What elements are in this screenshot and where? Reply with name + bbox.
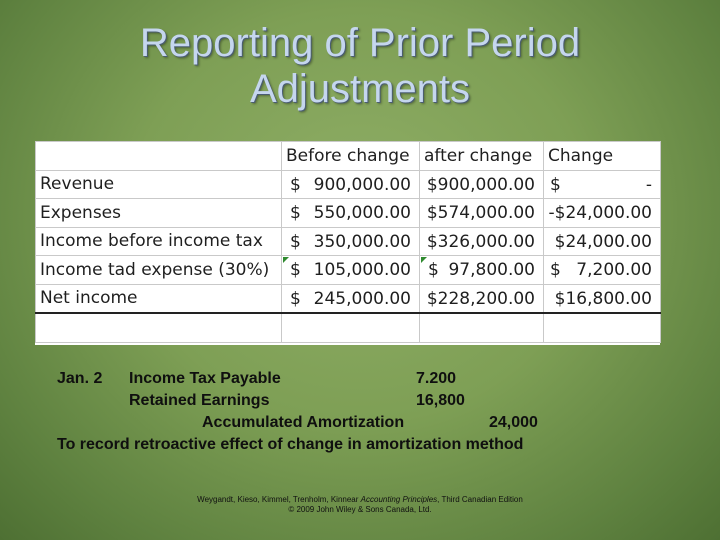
currency: $ xyxy=(290,260,301,280)
slide-title-line2: Adjustments xyxy=(249,67,471,111)
header-cell: Before change xyxy=(282,142,420,171)
after-cell xyxy=(420,227,544,256)
change-cell xyxy=(544,170,661,199)
table-row xyxy=(36,199,661,228)
change-cell xyxy=(544,256,661,285)
currency: $ xyxy=(550,174,561,195)
after-cell xyxy=(420,256,544,285)
footer-copyright: © 2009 John Wiley & Sons Canada, Ltd. xyxy=(288,505,432,514)
amount: 350,000.00 xyxy=(313,231,411,252)
table-row xyxy=(36,284,661,313)
table-row xyxy=(36,170,661,199)
after-cell xyxy=(420,284,544,313)
amount: 245,000.00 xyxy=(313,288,411,309)
footer-edition: , Third Canadian Edition xyxy=(437,495,523,504)
amount: $326,000.00 xyxy=(426,231,535,252)
currency: $ xyxy=(290,288,301,309)
header-cell: after change xyxy=(420,142,544,171)
slide-title-line1: Reporting of Prior Period xyxy=(139,21,581,65)
table-row xyxy=(36,256,661,285)
row-label: Expenses xyxy=(36,199,282,228)
currency: $ xyxy=(290,231,301,252)
debit1-amount: 7.200 xyxy=(416,370,457,387)
table-header-row xyxy=(36,142,661,171)
currency: $ xyxy=(290,203,301,223)
amount: $574,000.00 xyxy=(426,203,535,223)
entry-date: Jan. 2 xyxy=(57,370,103,387)
table-row xyxy=(36,227,661,256)
before-cell xyxy=(282,256,420,285)
before-cell xyxy=(282,284,420,313)
income-comparison-table xyxy=(35,141,660,345)
amount: 550,000.00 xyxy=(313,203,411,223)
debit2-amount: 16,800 xyxy=(416,392,465,409)
error-indicator-icon xyxy=(421,257,427,263)
before-cell xyxy=(282,199,420,228)
error-indicator-icon xyxy=(283,257,289,263)
after-cell xyxy=(420,170,544,199)
change-cell xyxy=(544,199,661,228)
before-cell xyxy=(282,227,420,256)
amount: $24,000.00 xyxy=(554,231,652,252)
amount: 900,000.00 xyxy=(313,174,411,195)
currency: $ xyxy=(290,174,301,195)
slide-title xyxy=(0,20,720,112)
change-cell xyxy=(544,284,661,313)
entry-explanation: To record retroactive effect of change in amortization method xyxy=(57,436,524,453)
header-cell: Change xyxy=(544,142,661,171)
amount: 7,200.00 xyxy=(576,260,652,280)
debit2-account: Retained Earnings xyxy=(129,392,270,409)
before-cell xyxy=(282,170,420,199)
after-cell xyxy=(420,199,544,228)
currency: $ xyxy=(428,260,439,280)
row-label: Revenue xyxy=(36,170,282,199)
credit-amount: 24,000 xyxy=(489,414,538,431)
currency: $ xyxy=(550,260,561,280)
row-label: Net income xyxy=(36,284,282,313)
amount: -$24,000.00 xyxy=(548,203,652,223)
header-cell xyxy=(36,142,282,171)
footer-book: Accounting Principles xyxy=(360,495,438,504)
amount: 105,000.00 xyxy=(313,260,411,280)
footer-authors: Weygandt, Kieso, Kimmel, Trenholm, Kinnear xyxy=(197,495,359,504)
amount: - xyxy=(645,174,652,195)
credit-account: Accumulated Amortization xyxy=(202,414,405,431)
amount: $16,800.00 xyxy=(554,288,652,309)
amount: $228,200.00 xyxy=(426,288,535,309)
table-row-empty xyxy=(36,313,661,343)
amount: $900,000.00 xyxy=(426,174,535,195)
amount: 97,800.00 xyxy=(448,260,535,280)
debit1-account: Income Tax Payable xyxy=(129,370,281,387)
footer-citation xyxy=(0,495,720,504)
row-label: Income tad expense (30%) xyxy=(36,256,282,285)
change-cell xyxy=(544,227,661,256)
row-label: Income before income tax xyxy=(36,227,282,256)
